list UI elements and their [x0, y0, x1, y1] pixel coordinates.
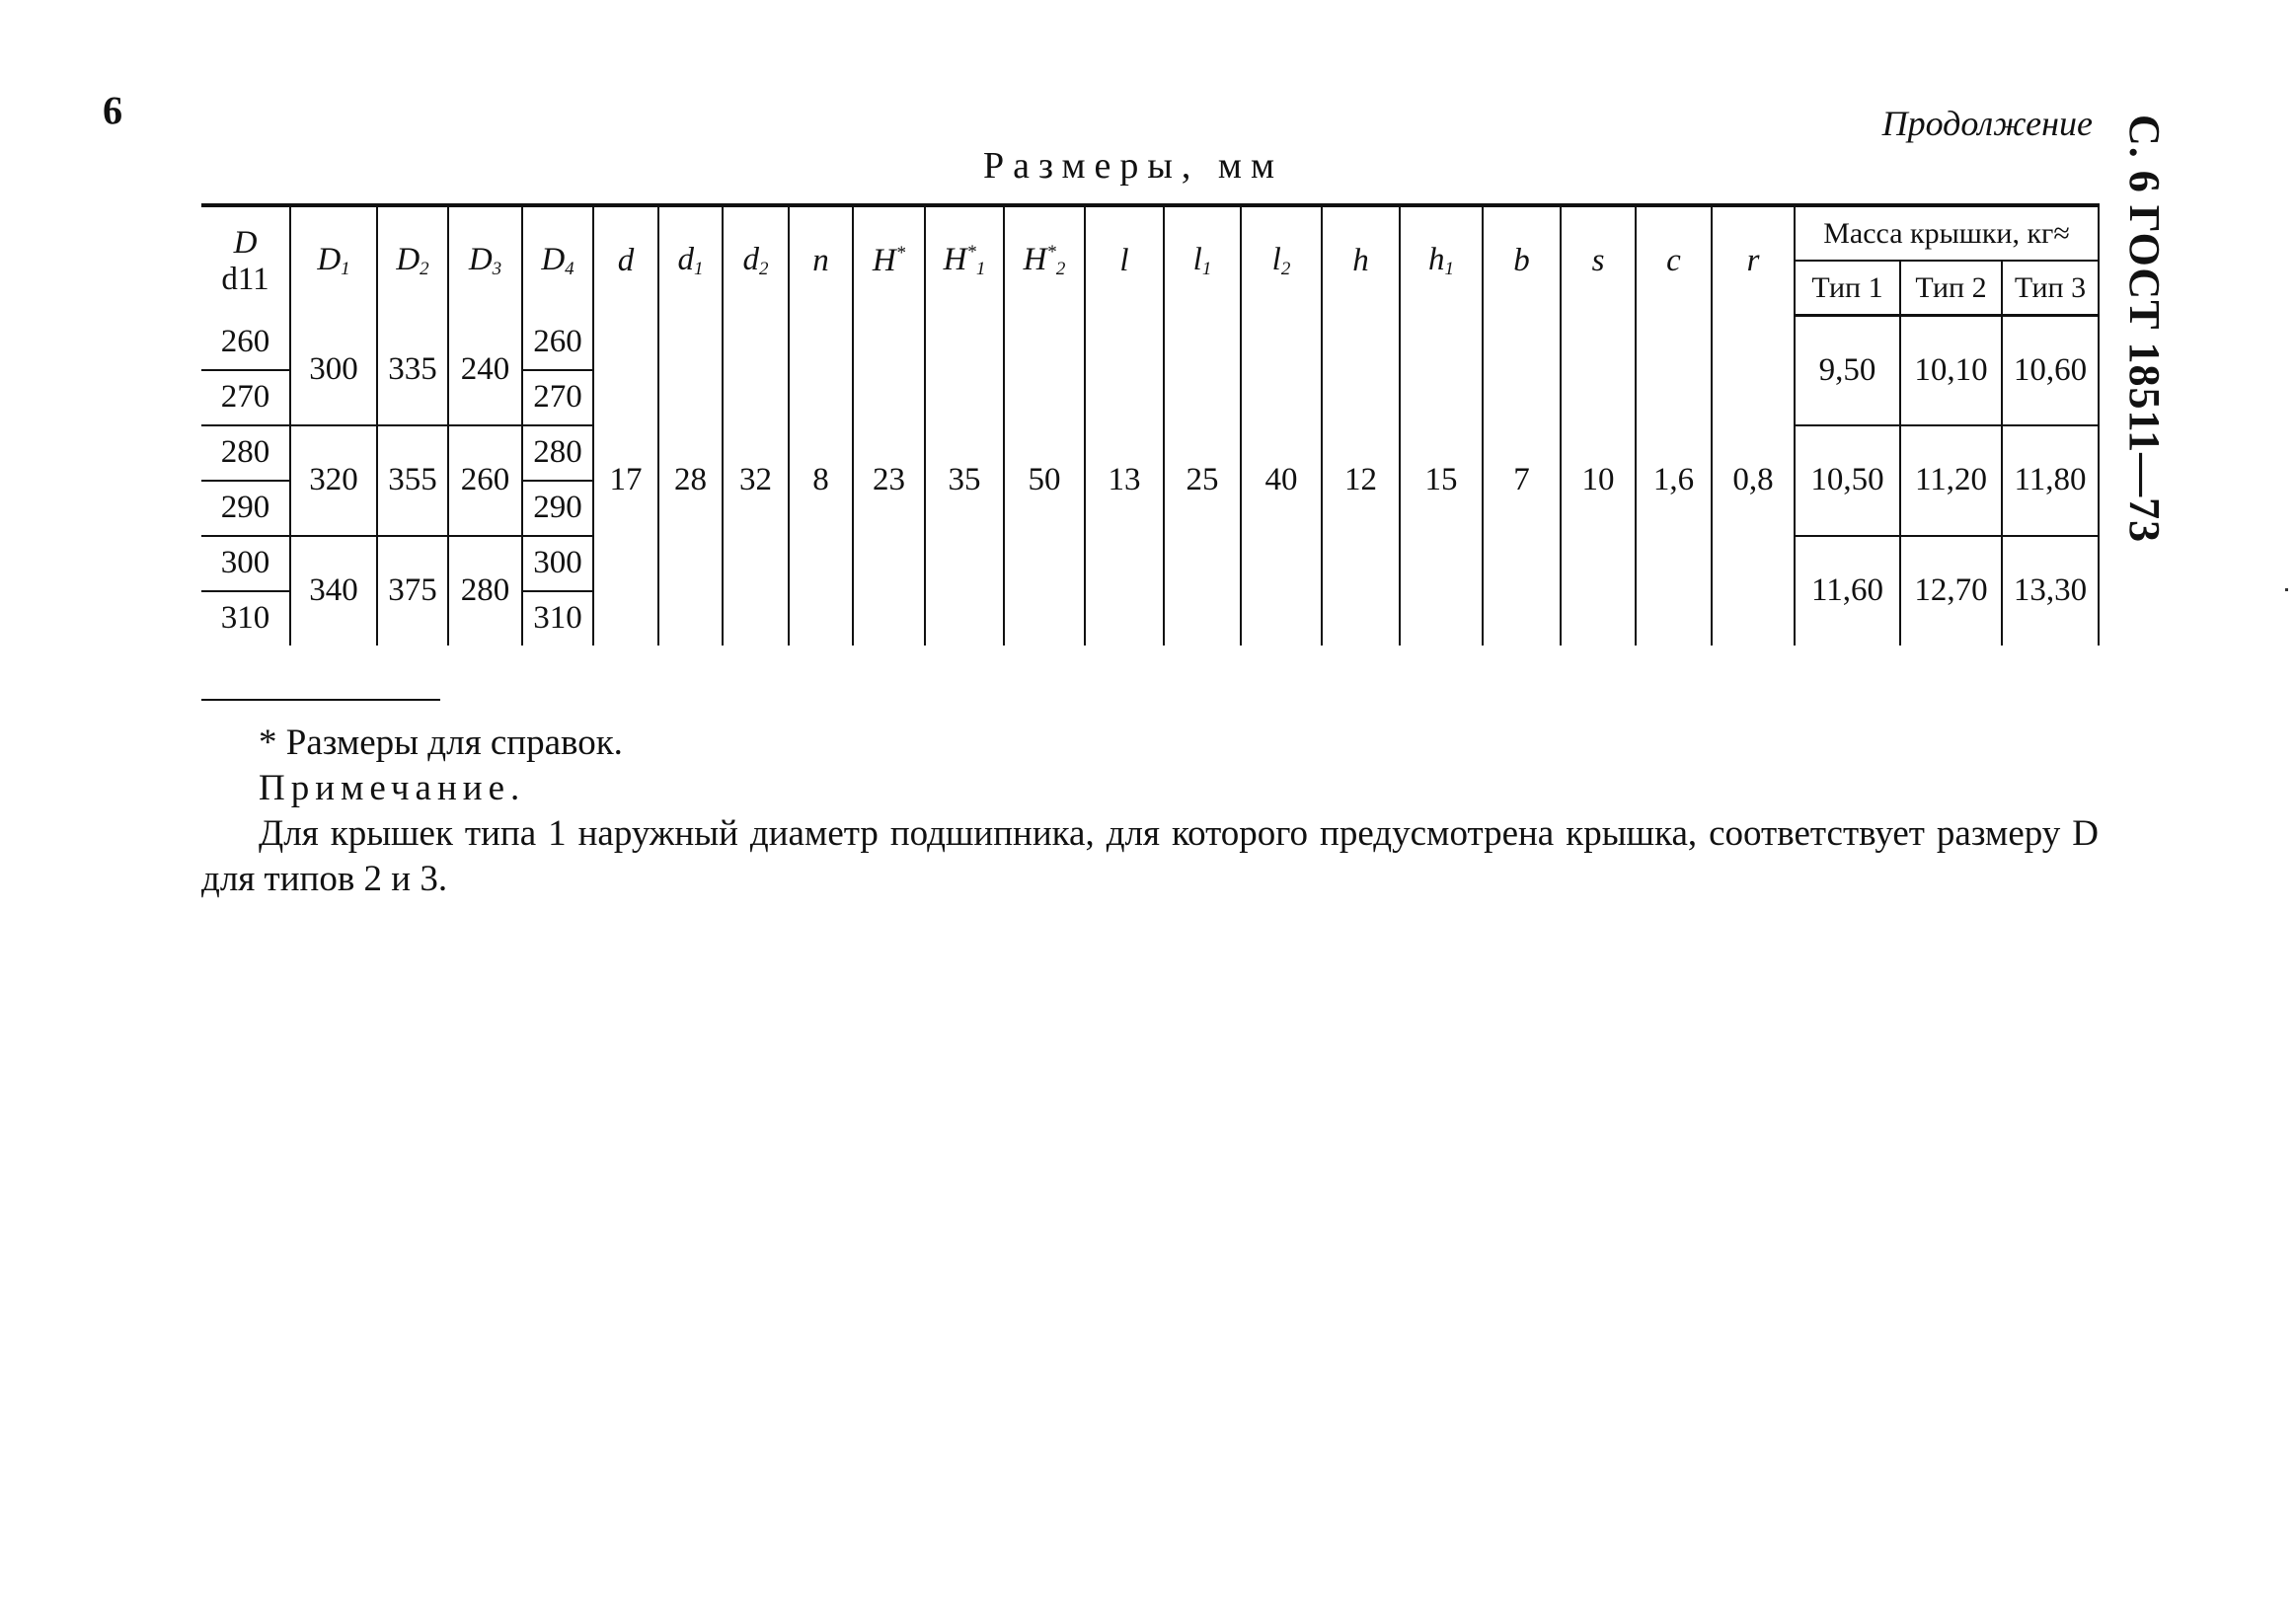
continuation-label: Продолжение	[1881, 104, 2093, 143]
cell-D: 300	[201, 536, 290, 591]
table-row	[201, 316, 2099, 370]
cell-D: 280	[201, 425, 290, 481]
header-D3	[448, 205, 522, 316]
cell-D: 310	[201, 591, 290, 646]
header-d2-sub: 2	[759, 259, 769, 280]
header-l: l	[1085, 205, 1164, 316]
header-D-tolerance: d11	[221, 261, 269, 297]
cell-n: 8	[789, 316, 853, 646]
cell-d: 17	[593, 316, 658, 646]
cell-H2: 50	[1004, 316, 1085, 646]
header-D1-label: D	[317, 242, 342, 278]
cell-h: 12	[1322, 316, 1400, 646]
cell-D3: 280	[448, 536, 522, 646]
header-D2-label: D	[396, 242, 421, 278]
cell-D4: 280	[522, 425, 593, 481]
header-l2-sub: 2	[1280, 259, 1291, 280]
cell-l2: 40	[1241, 316, 1322, 646]
header-d1	[658, 205, 723, 316]
cell-d2: 32	[723, 316, 789, 646]
cell-D: 270	[201, 370, 290, 425]
cell-D3: 260	[448, 425, 522, 536]
header-H2	[1004, 205, 1085, 316]
cell-D1: 320	[290, 425, 377, 536]
cell-D4: 300	[522, 536, 593, 591]
cell-h1: 15	[1400, 316, 1483, 646]
header-H-label: H	[872, 243, 896, 279]
header-D4-label: D	[541, 242, 566, 278]
header-H1	[925, 205, 1004, 316]
cell-mass-type-2: 12,70	[1900, 536, 2002, 646]
header-l1-sub: 1	[1201, 259, 1212, 280]
header-D	[201, 205, 290, 316]
cell-D1: 300	[290, 316, 377, 425]
page-number: 9	[103, 89, 122, 133]
header-h1-label: h	[1428, 242, 1445, 278]
cell-mass-type-1: 10,50	[1795, 425, 1900, 536]
header-h1-sub: 1	[1444, 259, 1454, 280]
header-type-3: Тип 3	[2002, 261, 2099, 316]
cell-D4: 260	[522, 316, 593, 370]
cell-mass-type-3: 10,60	[2002, 316, 2099, 425]
header-l1	[1164, 205, 1241, 316]
header-H1-label: H	[943, 242, 967, 278]
cell-mass-type-1: 11,60	[1795, 536, 1900, 646]
header-type-1: Тип 1	[1795, 261, 1900, 316]
dimensions-table	[201, 203, 2100, 646]
header-d2	[723, 205, 789, 316]
header-D3-label: D	[468, 242, 493, 278]
header-l1-label: l	[1192, 242, 1202, 278]
header-s: s	[1561, 205, 1636, 316]
cell-D: 260	[201, 316, 290, 370]
header-H2-sub: 2	[1055, 259, 1066, 280]
notes-section	[201, 721, 2099, 902]
header-D2-sub: 2	[420, 259, 429, 280]
header-mass: Масса крышки, кг≈	[1795, 205, 2099, 261]
header-D4	[522, 205, 593, 316]
note-text: Для крышек типа 1 наружный диаметр подшипника, для которого предусмотрена крышка, соответствует размеру D для типов 2 и 3.	[201, 813, 2099, 899]
cell-mass-type-2: 11,20	[1900, 425, 2002, 536]
header-l2-label: l	[1271, 242, 1281, 278]
footnote-reference-sizes: * Размеры для справок.	[259, 722, 623, 763]
cell-c: 1,6	[1636, 316, 1712, 646]
cell-mass-type-1: 9,50	[1795, 316, 1900, 425]
cell-b: 7	[1483, 316, 1561, 646]
header-c: c	[1636, 205, 1712, 316]
header-D1	[290, 205, 377, 316]
header-H1-sub: 1	[975, 259, 986, 280]
table-caption: Размеры, мм	[983, 145, 1284, 187]
header-b: b	[1483, 205, 1561, 316]
header-H2-label: H	[1023, 242, 1047, 278]
cell-D: 290	[201, 481, 290, 536]
cell-mass-type-2: 10,10	[1900, 316, 2002, 425]
header-d2-label: d	[742, 242, 759, 278]
header-d: d	[593, 205, 658, 316]
footnote-divider	[201, 699, 440, 701]
header-D-label: D	[233, 224, 258, 261]
cell-H: 23	[853, 316, 925, 646]
cell-s: 10	[1561, 316, 1636, 646]
cell-D3: 240	[448, 316, 522, 425]
cell-l1: 25	[1164, 316, 1241, 646]
header-H1-star: *	[966, 242, 976, 264]
header-H-star: *	[895, 243, 906, 265]
header-d1-sub: 1	[694, 259, 704, 280]
cell-H1: 35	[925, 316, 1004, 646]
cell-D4: 270	[522, 370, 593, 425]
cell-mass-type-3: 11,80	[2002, 425, 2099, 536]
header-d1-label: d	[677, 242, 694, 278]
header-D4-sub: 4	[565, 259, 574, 280]
header-h1	[1400, 205, 1483, 316]
header-D1-sub: 1	[341, 259, 350, 280]
cell-D4: 310	[522, 591, 593, 646]
header-h: h	[1322, 205, 1400, 316]
header-H	[853, 205, 925, 316]
header-n: n	[789, 205, 853, 316]
header-r: r	[1712, 205, 1795, 316]
cell-D4: 290	[522, 481, 593, 536]
header-D2	[377, 205, 448, 316]
note-title: Примечание.	[259, 768, 526, 808]
scan-speck	[2285, 588, 2288, 591]
header-H2-star: *	[1046, 242, 1056, 264]
header-type-2: Тип 2	[1900, 261, 2002, 316]
header-l2	[1241, 205, 1322, 316]
cell-d1: 28	[658, 316, 723, 646]
cell-D2: 355	[377, 425, 448, 536]
cell-D2: 375	[377, 536, 448, 646]
cell-l: 13	[1085, 316, 1164, 646]
cell-D1: 340	[290, 536, 377, 646]
cell-D2: 335	[377, 316, 448, 425]
header-D3-sub: 3	[492, 259, 502, 280]
cell-r: 0,8	[1712, 316, 1795, 646]
cell-mass-type-3: 13,30	[2002, 536, 2099, 646]
document-side-header: С. 6 ГОСТ 18511—73	[2120, 114, 2169, 544]
